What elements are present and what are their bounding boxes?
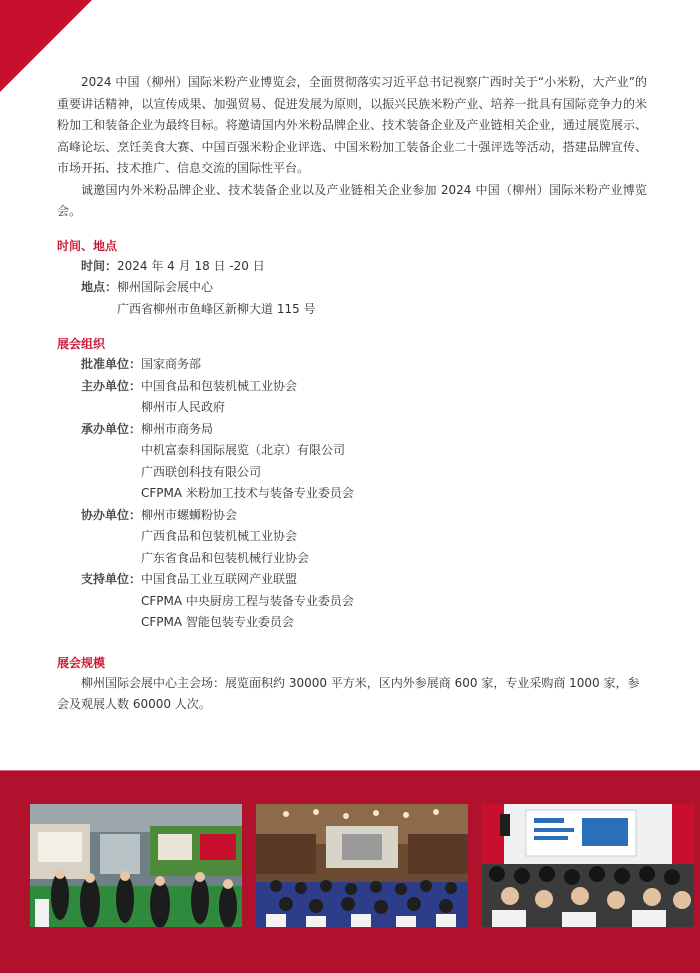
intro-paragraph-2: 诚邀国内外米粉品牌企业、技术装备企业以及产业链相关企业参加 2024 中国（柳州）国际米粉产业博览会。 — [57, 182, 648, 218]
time-place-section — [57, 236, 647, 321]
org-label: 支持单位： — [81, 572, 142, 586]
place-label: 地点： — [81, 280, 118, 294]
main-content — [57, 72, 647, 716]
org-group-co-organizer — [57, 505, 647, 570]
section-title-time-place: 时间、地点 — [57, 238, 118, 253]
org-value: 广西食品和包装机械工业协会 — [141, 529, 298, 543]
scale-text: 柳州国际会展中心主会场：展览面积约 30000 平方米，区内外参展商 600 家，专业采购商 1000 家，参会及观展人数 60000 人次。 — [57, 675, 640, 711]
section-title-scale: 展会规模 — [57, 655, 106, 670]
org-label: 协办单位： — [81, 507, 142, 522]
band-divider — [0, 770, 700, 771]
time-label: 时间： — [81, 258, 118, 273]
forum-photo — [482, 804, 694, 927]
place-line: 广西省柳州市鱼峰区新柳大道 115 号 — [117, 301, 316, 316]
org-value: 柳州市螺蛳粉协会 — [141, 507, 238, 522]
place-row — [57, 277, 647, 320]
organization-section — [57, 334, 647, 634]
conference-hall-photo — [256, 804, 468, 927]
org-group-supporter — [57, 569, 647, 634]
org-label: 批准单位： — [81, 357, 142, 371]
org-value: 广西联创科技有限公司 — [141, 464, 262, 479]
time-value: 2024 年 4 月 18 日 -20 日 — [117, 258, 265, 273]
org-label: 主办单位： — [81, 378, 142, 393]
org-value: 柳州市商务局 — [141, 421, 214, 436]
org-value: CFPMA 中央厨房工程与装备专业委员会 — [141, 593, 354, 608]
org-value: 中机富泰科国际展览（北京）有限公司 — [141, 443, 346, 457]
exhibition-hall-photo — [30, 804, 242, 927]
org-value: CFPMA 智能包装专业委员会 — [141, 615, 294, 629]
scale-section — [57, 653, 647, 716]
time-row — [57, 256, 647, 278]
org-label: 承办单位： — [81, 421, 142, 436]
org-group-host — [57, 376, 647, 419]
intro-paragraph-1: 2024 中国（柳州）国际米粉产业博览会，全面贯彻落实习近平总书记视察广西时关于“小米粉，大产业”的重要讲话精神，以宣传成果、加强贸易、促进发展为原则，以振兴民族米粉产业、培养一批具有国际竞争力的米粉加工和装备企业为最终目标。将邀请国内外米粉品牌企业、技术装备企业及产业链相关企业，通过展览展示、高峰论坛、烹饪美食大赛、中国百强米粉企业评选、中国米粉加工装备企业二十强评选等活动，搭建品牌宣传、市场开拓、技术推广、信息交流的国际性平台。 — [57, 75, 647, 175]
org-group-organizer — [57, 419, 647, 505]
org-value: CFPMA 米粉加工技术与装备专业委员会 — [141, 486, 354, 500]
org-value: 广东省食品和包装机械行业协会 — [141, 550, 310, 565]
org-value: 柳州市人民政府 — [141, 400, 226, 414]
section-title-organization: 展会组织 — [57, 337, 106, 351]
photo-band — [0, 770, 700, 973]
org-value: 中国食品工业互联网产业联盟 — [141, 572, 298, 586]
place-line: 柳州国际会展中心 — [117, 280, 214, 294]
org-group-approval — [57, 354, 647, 376]
org-value: 国家商务部 — [141, 357, 202, 371]
org-value: 中国食品和包装机械工业协会 — [141, 378, 298, 393]
